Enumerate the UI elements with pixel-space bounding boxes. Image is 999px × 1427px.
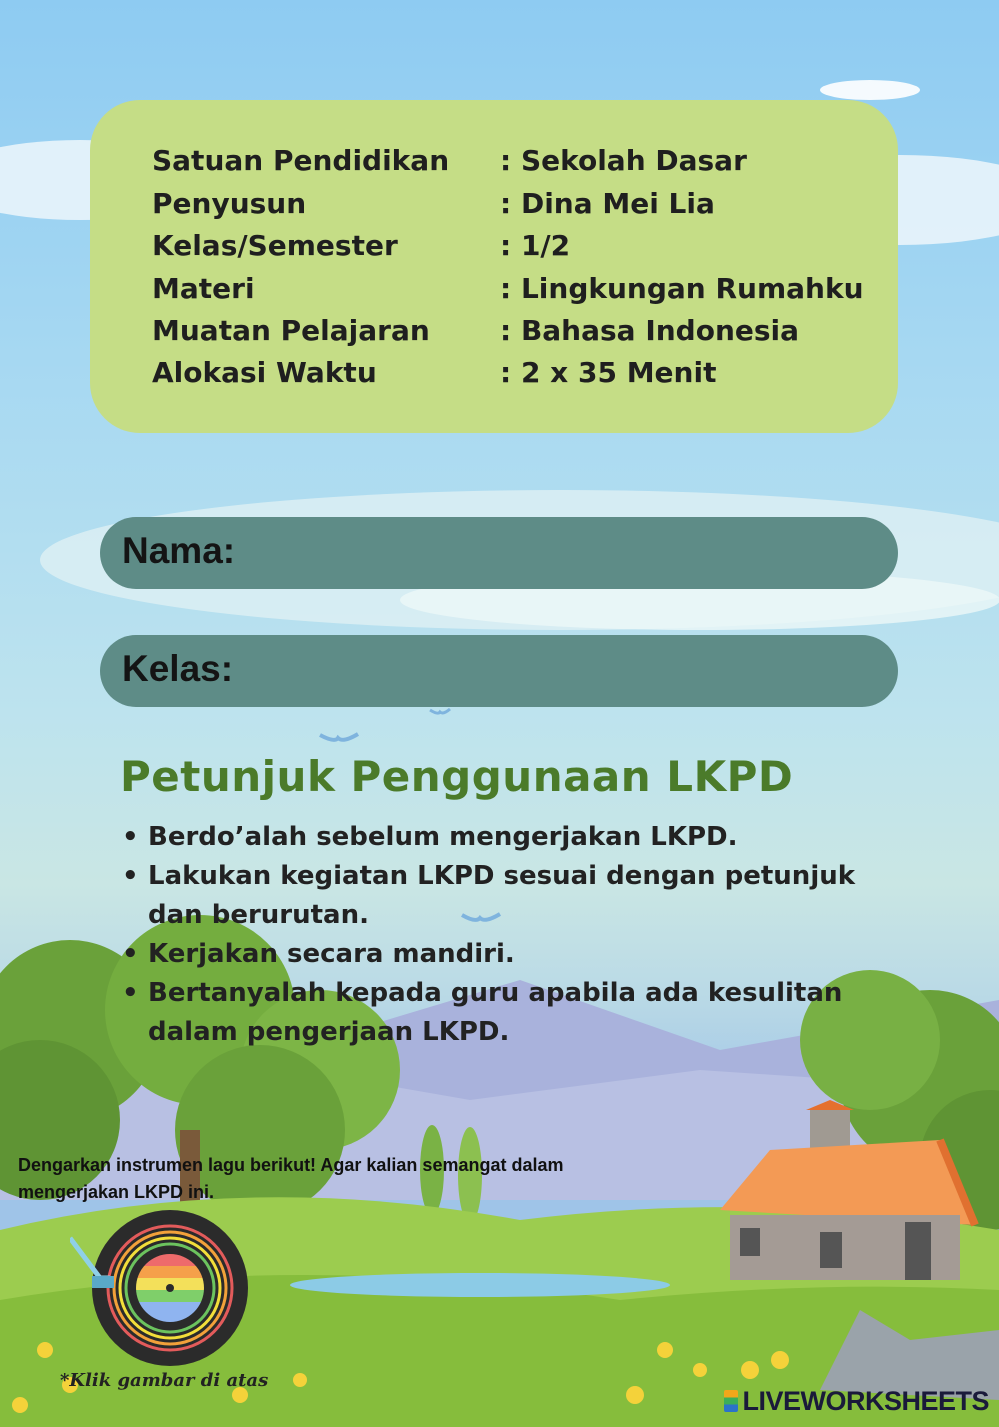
class-field-label: Kelas: — [122, 648, 234, 689]
instruction-text: Berdo’alah sebelum mengerjakan LKPD. — [148, 822, 738, 852]
click-hint: *Klik gambar di atas — [60, 1370, 269, 1391]
info-label: Satuan Pendidikan — [152, 144, 450, 177]
instructions-title: Petunjuk Penggunaan LKPD — [120, 752, 794, 801]
info-label: Muatan Pelajaran — [152, 314, 430, 347]
bullet-icon: • — [122, 939, 139, 969]
info-card — [90, 100, 898, 433]
info-value: : Sekolah Dasar — [500, 144, 747, 177]
info-label: Penyusun — [152, 187, 307, 220]
info-label: Kelas/Semester — [152, 229, 398, 262]
info-label: Alokasi Waktu — [152, 356, 377, 389]
name-field-label: Nama: — [122, 530, 236, 571]
liveworksheets-logo[interactable] — [724, 1386, 989, 1417]
info-label: Materi — [152, 272, 255, 305]
instruction-text: Kerjakan secara mandiri. — [148, 939, 515, 969]
bullet-icon: • — [122, 861, 139, 891]
instruction-text: Bertanyalah kepada guru apabila ada kesulitan dalam pengerjaan LKPD. — [148, 978, 843, 1047]
list-item — [120, 857, 900, 935]
vinyl-record-icon[interactable] — [70, 1208, 270, 1373]
bullet-icon: • — [122, 978, 139, 1008]
info-value: : 2 x 35 Menit — [500, 356, 717, 389]
bullet-icon: • — [122, 822, 139, 852]
brand-text: LIVEWORKSHEETS — [742, 1386, 989, 1416]
info-value: : Bahasa Indonesia — [500, 314, 800, 347]
instruction-text: Lakukan kegiatan LKPD sesuai dengan petunjuk dan berurutan. — [148, 861, 856, 930]
list-item — [120, 974, 900, 1052]
info-value: : Lingkungan Rumahku — [500, 272, 864, 305]
name-field[interactable] — [100, 517, 898, 589]
info-value: : 1/2 — [500, 229, 571, 262]
instructions-list — [120, 818, 900, 1052]
liveworksheets-icon — [724, 1390, 738, 1412]
class-field[interactable] — [100, 635, 898, 707]
list-item — [120, 818, 900, 857]
music-prompt: Dengarkan instrumen lagu berikut! Agar kalian semangat dalam mengerjakan LKPD ini. — [18, 1155, 564, 1202]
info-value: : Dina Mei Lia — [500, 187, 715, 220]
list-item — [120, 935, 900, 974]
